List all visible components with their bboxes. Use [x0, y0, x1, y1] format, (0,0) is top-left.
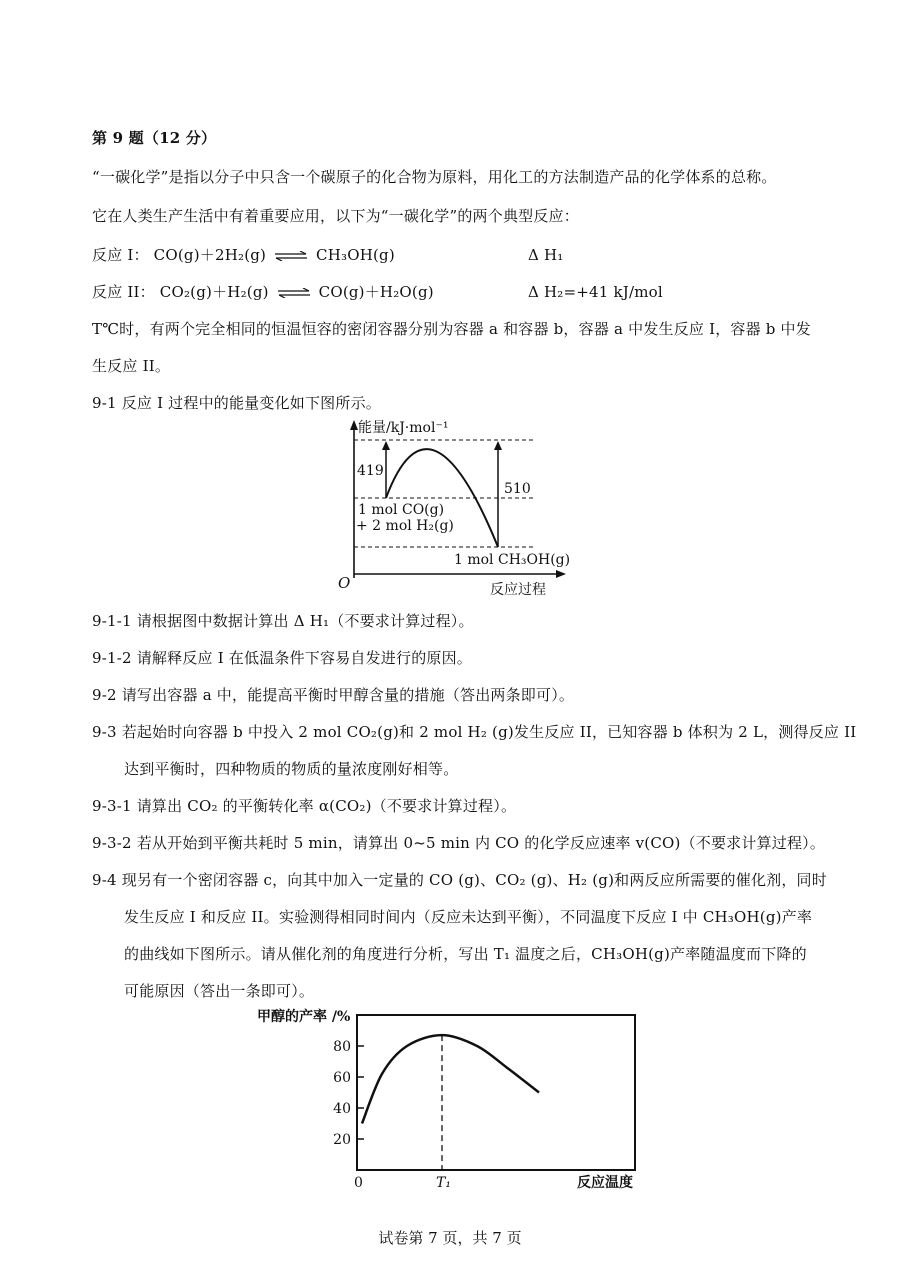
- question-9-4-line-1: 9-4 现另有一个密闭容器 c，向其中加入一定量的 CO (g)、CO₂ (g)、H₂ (g)和两反应所需要的催化剂，同时: [92, 871, 827, 889]
- origin-label: O: [338, 574, 351, 592]
- page-footer: 试卷第 7 页，共 7 页: [378, 1229, 522, 1247]
- activation-energy-label: 419: [357, 463, 384, 479]
- x-axis-arrow-icon: [556, 570, 566, 578]
- question-9-3-2: 9-3-2 若从开始到平衡共耗时 5 min，请算出 0~5 min 内 CO 的化学反应速率 v(CO)（不要求计算过程）。: [92, 834, 826, 852]
- equilibrium-arrow-icon: [277, 288, 311, 298]
- question-9-2: 9-2 请写出容器 a 中，能提高平衡时甲醇含量的措施（答出两条即可）。: [92, 686, 575, 704]
- reaction-2: [92, 282, 792, 302]
- question-9-1-1: 9-1-1 请根据图中数据计算出 Δ H₁（不要求计算过程）。: [92, 612, 474, 630]
- reactants-label-1: 1 mol CO(g): [358, 502, 445, 518]
- chart-origin-label: 0: [354, 1175, 363, 1191]
- reactants-label-2: + 2 mol H₂(g): [356, 518, 454, 534]
- methanol-yield-chart: [255, 1005, 655, 1195]
- ytick-label: 20: [333, 1132, 351, 1148]
- product-label: 1 mol CH₃OH(g): [454, 552, 570, 568]
- series-line-methanol-yield: [362, 1035, 539, 1123]
- condition-line-2: 生反应 II。: [92, 357, 171, 375]
- question-9-1-2: 9-1-2 请解释反应 I 在低温条件下容易自发进行的原因。: [92, 649, 472, 667]
- question-9-4-line-3: 的曲线如下图所示。请从催化剂的角度进行分析，写出 T₁ 温度之后，CH₃OH(g)产率随温度而下降的: [124, 945, 807, 963]
- question-9-4-line-4: 可能原因（答出一条即可）。: [124, 982, 315, 1000]
- reaction-1-delta-h: Δ H₁: [528, 246, 564, 264]
- ytick-label: 80: [333, 1039, 351, 1055]
- reaction-2-products: CO(g)＋H₂O(g): [318, 283, 434, 301]
- reaction-1-products: CH₃OH(g): [316, 246, 395, 264]
- question-9-3-1: 9-3-1 请算出 CO₂ 的平衡转化率 α(CO₂)（不要求计算过程）。: [92, 797, 517, 815]
- chart-x-label: 反应温度: [577, 1175, 633, 1191]
- y-axis-arrow-icon: [350, 420, 358, 430]
- reaction-2-label: 反应 II：: [92, 283, 155, 301]
- arrow-up-icon: [382, 441, 390, 450]
- arrow-up-icon: [494, 441, 502, 450]
- reaction-2-delta-h: Δ H₂=+41 kJ/mol: [528, 283, 663, 301]
- ytick-label: 40: [333, 1101, 351, 1117]
- ytick-label: 60: [333, 1070, 351, 1086]
- question-title: 第 9 题（12 分）: [92, 129, 217, 147]
- question-9-4-line-2: 发生反应 I 和反应 II。实验测得相同时间内（反应未达到平衡），不同温度下反应 I 中 CH₃OH(g)产率: [124, 908, 813, 926]
- xtick-label-t1: T₁: [436, 1175, 451, 1191]
- energy-diagram: [330, 418, 570, 600]
- question-9-3-line-1: 9-3 若起始时向容器 b 中投入 2 mol CO₂(g)和 2 mol H₂ (g)发生反应 II，已知容器 b 体积为 2 L，测得反应 II: [92, 723, 857, 741]
- question-9-3-line-2: 达到平衡时，四种物质的物质的量浓度刚好相等。: [124, 760, 459, 778]
- question-9-1: 9-1 反应 I 过程中的能量变化如下图所示。: [92, 394, 381, 412]
- condition-line-1: T℃时，有两个完全相同的恒温恒容的密闭容器分别为容器 a 和容器 b，容器 a 中发生反应 I，容器 b 中发: [92, 320, 811, 338]
- reaction-1: [92, 245, 792, 265]
- energy-y-label: 能量/kJ·mol⁻¹: [358, 420, 449, 436]
- equilibrium-arrow-icon: [274, 251, 308, 261]
- intro-line-1: “一碳化学”是指以分子中只含一个碳原子的化合物为原料，用化工的方法制造产品的化学体系的总称。: [92, 168, 777, 186]
- energy-x-label: 反应过程: [490, 582, 546, 598]
- intro-line-2: 它在人类生产生活中有着重要应用，以下为“一碳化学”的两个典型反应：: [92, 207, 579, 225]
- reaction-1-reactants: CO(g)＋2H₂(g): [153, 246, 267, 264]
- reverse-activation-label: 510: [504, 481, 531, 497]
- chart-y-label: 甲醇的产率 /%: [257, 1009, 351, 1025]
- reaction-1-label: 反应 I：: [92, 246, 149, 264]
- chart-frame: [357, 1015, 635, 1170]
- reaction-2-reactants: CO₂(g)＋H₂(g): [159, 283, 269, 301]
